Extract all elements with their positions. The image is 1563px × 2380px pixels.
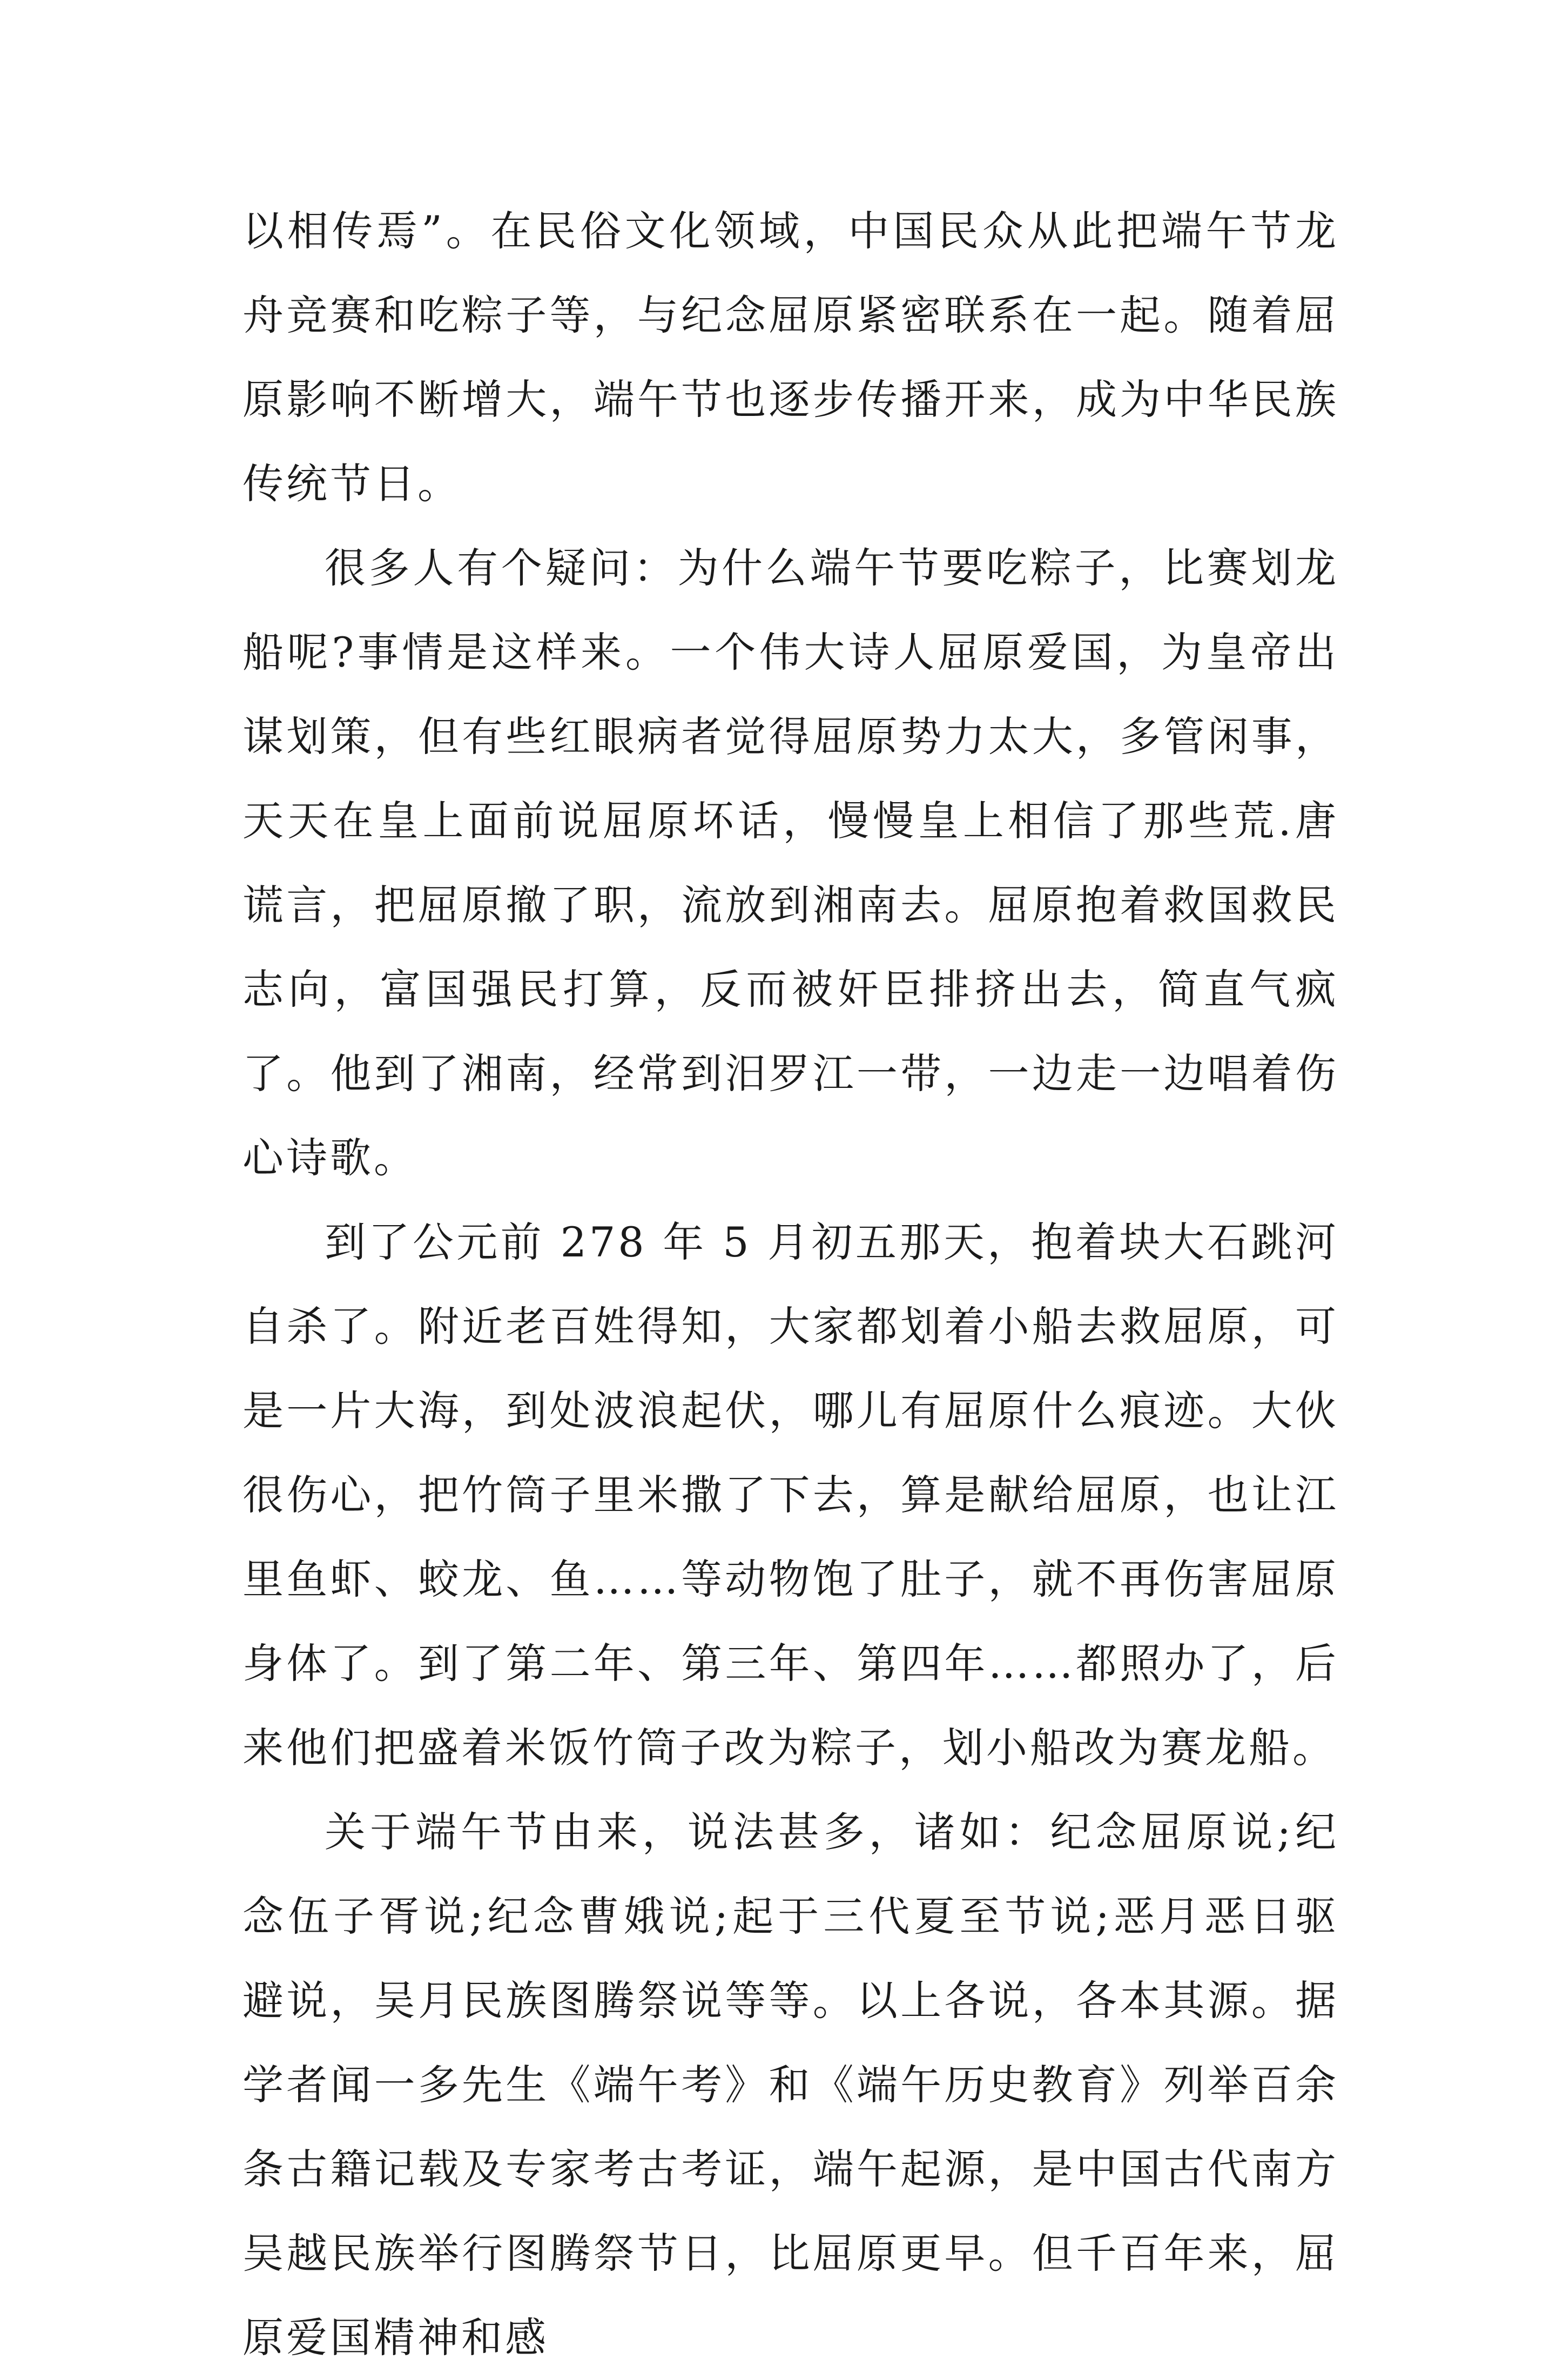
paragraph-2: 很多人有个疑问：为什么端午节要吃粽子，比赛划龙船呢?事情是这样来。一个伟大诗人屈原爱国，为皇帝出谋划策，但有些红眼病者觉得屈原势力太大，多管闲事，天天在皇上面前说屈原坏话，慢慢皇上相信了那些荒.唐谎言，把屈原撤了职，流放到湘南去。屈原抱着救国救民志向，富国强民打算，反而被奸臣排挤出去，简直气疯了。他到了湘南，经常到汨罗江一带，一边走一边唱着伤心诗歌。: [242, 544, 1339, 1182]
paragraph-3: 到了公元前 278 年 5 月初五那天，抱着块大石跳河自杀了。附近老百姓得知，大家都划着小船去救屈原，可是一片大海，到处波浪起伏，哪儿有屈原什么痕迹。大伙很伤心，把竹筒子里米撒了下去，算是献给屈原，也让江里鱼虾、蛟龙、鱼……等动物饱了肚子，就不再伤害屈原身体了。到了第二年、第三年、第四年……都照办了，后来他们把盛着米饭竹筒子改为粽子，划小船改为赛龙船。: [242, 1218, 1339, 1772]
paragraph-4: 关于端午节由来，说法甚多，诸如：纪念屈原说;纪念伍子胥说;纪念曹娥说;起于三代夏至节说;恶月恶日驱避说，吴月民族图腾祭说等等。以上各说，各本其源。据学者闻一多先生《端午考》和《端午历史教育》列举百余条古籍记载及专家考古考证，端午起源，是中国古代南方吴越民族举行图腾祭节日，比屈原更早。但千百年来，屈原爱国精神和感: [242, 1808, 1339, 2362]
body-text: [242, 189, 1339, 2380]
paragraph-1: 以相传焉”。在民俗文化领域，中国民众从此把端午节龙舟竞赛和吃粽子等，与纪念屈原紧密联系在一起。随着屈原影响不断增大，端午节也逐步传播开来，成为中华民族传统节日。: [242, 207, 1339, 508]
